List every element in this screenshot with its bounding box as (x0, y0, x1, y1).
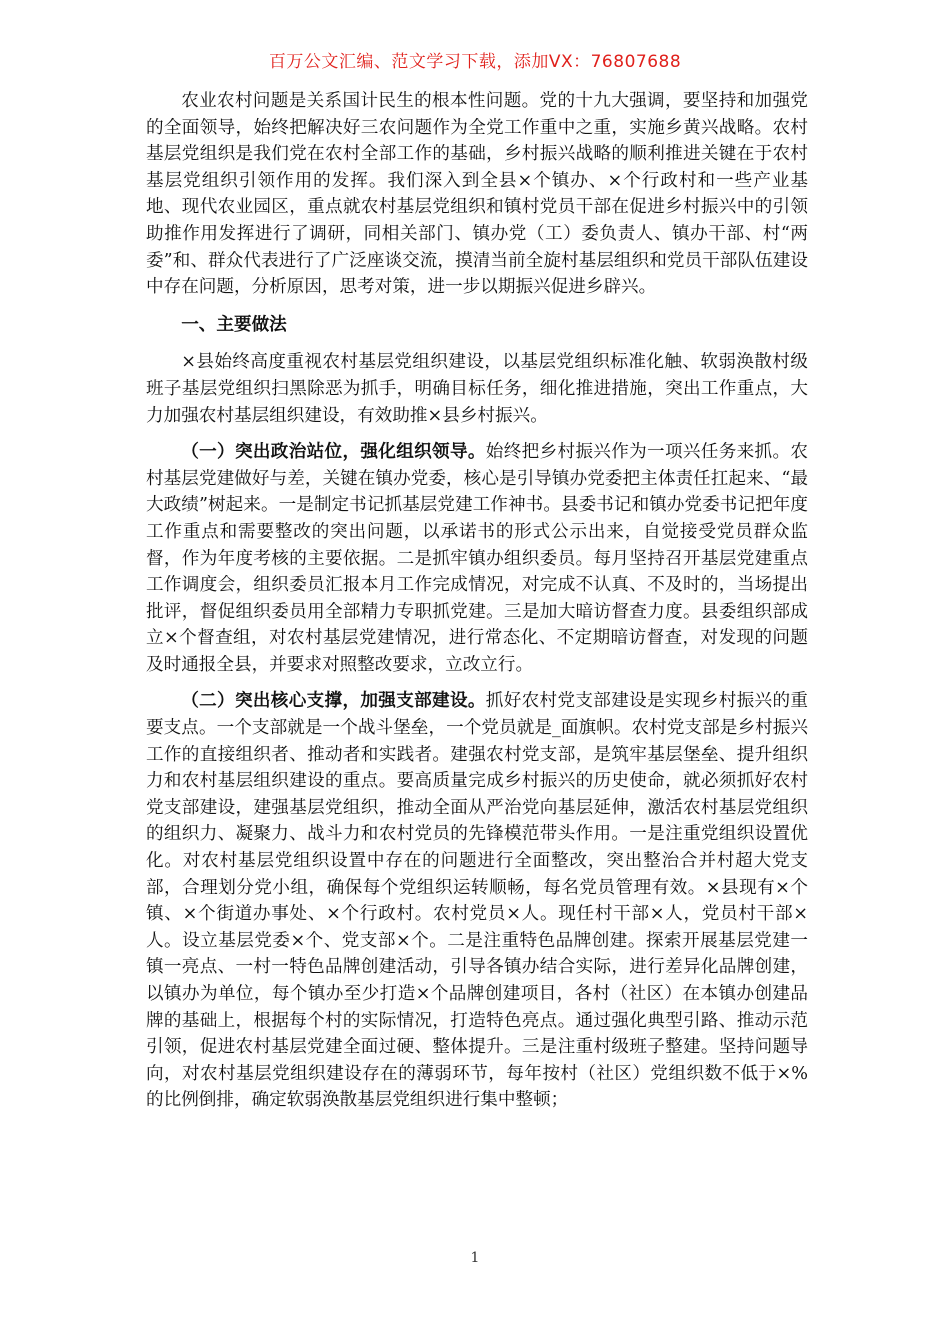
item-two-body: 抓好农村党支部建设是实现乡村振兴的重要支点。一个支部就是一个战斗堡垒，一个党员就是_面旗帜。农村党支部是乡村振兴工作的直接组织者、推动者和实践者。建强农村党支部，是筑牢基层堡垒、提升组织力和农村基层组织建设的重点。要高质量完成乡村振兴的历史使命，就必须抓好农村党支部建设，建强基层党组织，推动全面从严治党向基层延伸，激活农村基层党组织的组织力、凝聚力、战斗力和农村党员的先锋模范带头作用。一是注重党组织设置优化。对农村基层党组织设置中存在的问题进行全面整改，突出整治合并村超大党支部，合理划分党小组，确保每个党组织运转顺畅，每名党员管理有效。×县现有×个镇、×个街道办事处、×个行政村。农村党员×人。现任村干部×人，党员村干部×人。设立基层党委×个、党支部×个。二是注重特色品牌创建。探索开展基层党建一镇一亮点、一村一特色品牌创建活动，引导各镇办结合实际，进行差异化品牌创建，以镇办为单位，每个镇办至少打造×个品牌创建项目，各村（社区）在本镇办创建品牌的基础上，根据每个村的实际情况，打造特色亮点。通过强化典型引路、推动示范引领，促进农村基层党建全面过硬、整体提升。三是注重村级班子整建。坚持问题导向，对农村基层党组织建设存在的薄弱环节，每年按村（社区）党组织数不低于×%的比例倒排，确定软弱涣散基层党组织进行集中整顿； (146, 691, 808, 1111)
item-two-lead: （二）突出核心支撑，加强支部建设。 (181, 690, 486, 712)
document-body (146, 88, 808, 1124)
item-one-body: 始终把乡村振兴作为一项兴任务来抓。农村基层党建做好与差，关键在镇办党委，核心是引导镇办党委把主体责任扛起来、“最大政绩”树起来。一是制定书记抓基层党建工作神书。县委书记和镇办党委书记把年度工作重点和需要整改的突出问题，以承诺书的形式公示出来，自觉接受党员群众监督，作为年度考核的主要依据。二是抓牢镇办组织委员。每月坚持召开基层党建重点工作调度会，组织委员汇报本月工作完成情况，对完成不认真、不及时的，当场提出批评，督促组织委员用全部精力专职抓党建。三是加大暗访督查力度。县委组织部成立×个督查组，对农村基层党建情况，进行常态化、不定期暗访督查，对发现的问题及时通报全县，并要求对照整改要求，立改立行。 (146, 442, 808, 675)
header-banner: 百万公文汇编、范文学习下载，添加VX：76807688 (268, 52, 682, 72)
section-intro-paragraph: ×县始终高度重视农村基层党组织建设，以基层党组织标准化触、软弱涣散村级班子基层党组织扫黑除恶为抓手，明确目标任务，细化推进措施，突出工作重点，大力加强农村基层组织建设，有效助推×县乡村振兴。 (146, 352, 808, 426)
page-number: 1 (470, 1250, 480, 1266)
item-one-lead: （一）突出政治站位，强化组织领导。 (181, 441, 486, 463)
item-two-paragraph (146, 688, 808, 1114)
intro-paragraph: 农业农村问题是关系国计民生的根本性问题。党的十九大强调，要坚持和加强党的全面领导，始终把解决好三农问题作为全党工作重中之重，实施乡黄兴战略。农村基层党组织是我们党在农村全部工作的基础，乡村振兴战略的顺利推进关键在于农村基层党组织引领作用的发挥。我们深入到全县×个镇办、×个行政村和一些产业基地、现代农业园区，重点就农村基层党组织和镇村党员干部在促进乡村振兴中的引领助推作用发挥进行了调研，同相关部门、镇办党（工）委负责人、镇办干部、村“两委”和、群众代表进行了广泛座谈交流，摸清当前全旋村基层组织和党员干部队伍建设中存在问题，分析原因，思考对策，进一步以期振兴促进乡辟兴。 (146, 91, 808, 298)
item-one-paragraph (146, 439, 808, 678)
section-heading: 一、主要做法 (181, 313, 287, 335)
